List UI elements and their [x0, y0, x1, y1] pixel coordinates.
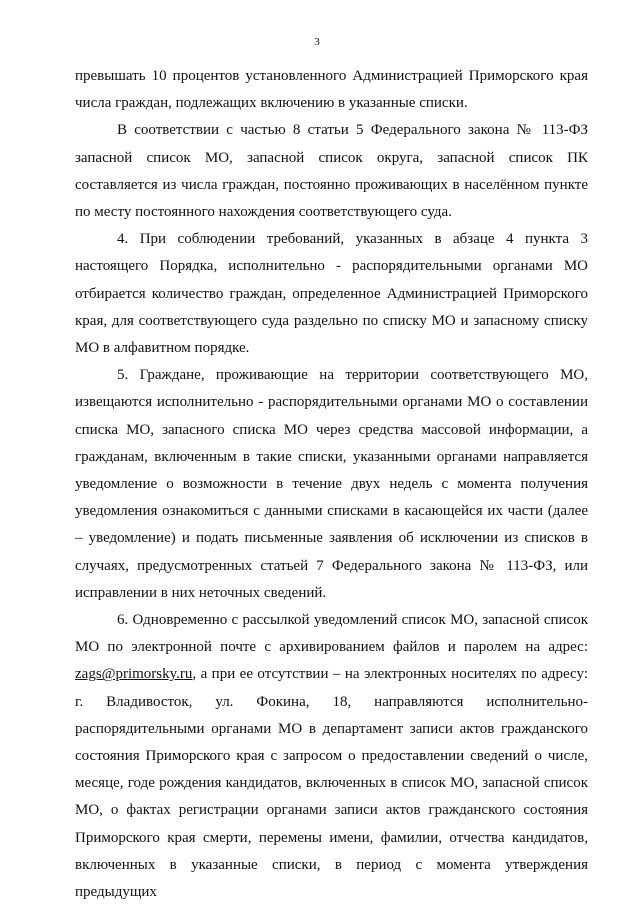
paragraph-reserve-list: В соответствии с частью 8 статьи 5 Федерального закона № 113-ФЗ запасной список МО, запасной список округа, запасной список ПК составляется из числа граждан, постоянно проживающих в населённом пункте по месту постоянного нахождения соответствующего суда. — [75, 122, 588, 221]
document-body — [75, 63, 588, 906]
paragraph-item-6 — [75, 607, 588, 906]
paragraph-item-6-text-before: 6. Одновременно с рассылкой уведомлений список МО, запасной список МО по электронной почте с архивированием файлов и паролем на адрес: — [75, 612, 588, 656]
email-link[interactable]: zags@primorsky.ru — [75, 666, 193, 683]
paragraph-continuation: превышать 10 процентов установленного Администрацией Приморского края числа граждан, подлежащих включению в указанные списки. — [75, 68, 588, 112]
paragraph-item-6-text-after: , а при ее отсутствии – на электронных носителях по адресу: г. Владивосток, ул. Фокина, 18, направляются исполнительно-распорядительными органами МО в департамент записи актов гражданского состояния Приморского края с запросом о предоставлении сведений о числе, месяце, годе рождения кандидатов, включенных в список МО, запасной список МО, о фактах регистрации органами записи актов гражданского состояния Приморского края смерти, перемены имени, фамилии, отчества кандидатов, включенных в указанные списки, в период с момента утверждения предыдущих — [75, 666, 588, 901]
page-number: 3 — [314, 36, 320, 48]
paragraph-item-4: 4. При соблюдении требований, указанных в абзаце 4 пункта 3 настоящего Порядка, исполнительно - распорядительными органами МО отбирается количество граждан, определенное Администрацией Приморского края, для соответствующего суда раздельно по списку МО и запасному списку МО в алфавитном порядке. — [75, 231, 588, 357]
paragraph-item-5: 5. Граждане, проживающие на территории соответствующего МО, извещаются исполнительно - распорядительными органами МО о составлении списка МО, запасного списка МО через средства массовой информации, а гражданам, включенным в такие списки, указанными органами направляется уведомление о возможности в течение двух недель с момента получения уведомления ознакомиться с данными списками в касающейся их части (далее – уведомление) и подать письменные заявления об исключении из списков в случаях, предусмотренных статьей 7 Федерального закона № 113-ФЗ, или исправлении в них неточных сведений. — [75, 367, 588, 601]
